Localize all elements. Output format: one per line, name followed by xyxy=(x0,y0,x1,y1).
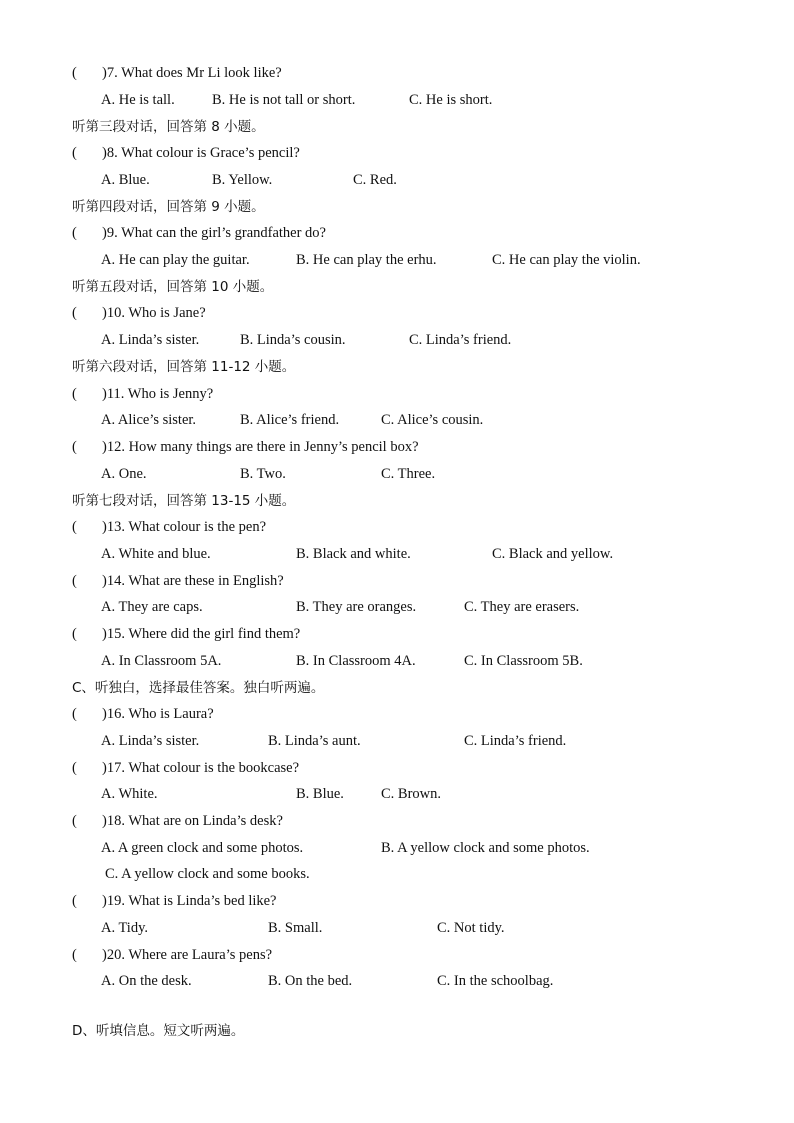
answer-blank[interactable]: ( xyxy=(72,893,77,909)
question-14 xyxy=(72,570,284,592)
option-a: A. Linda’s sister. xyxy=(101,332,200,348)
option-a: A. Linda’s sister. xyxy=(101,733,200,749)
answer-blank[interactable]: ( xyxy=(72,65,77,81)
section-heading: 听第七段对话，回答第 13-15 小题。 xyxy=(72,493,296,509)
options-20 xyxy=(0,970,794,992)
question-text: )17. What colour is the bookcase? xyxy=(102,760,300,776)
question-18 xyxy=(72,810,283,832)
question-13 xyxy=(72,516,266,538)
section-heading: 听第四段对话，回答第 9 小题。 xyxy=(72,199,265,215)
options-8 xyxy=(0,169,794,191)
question-17 xyxy=(72,757,299,779)
options-9 xyxy=(0,249,794,271)
option-c: C. Linda’s friend. xyxy=(409,332,512,348)
option-a: A. On the desk. xyxy=(101,973,192,989)
question-text: )16. Who is Laura? xyxy=(102,706,214,722)
answer-blank[interactable]: ( xyxy=(72,225,77,241)
option-a: A. In Classroom 5A. xyxy=(101,653,222,669)
option-b: B. Linda’s aunt. xyxy=(268,733,361,749)
option-c: C. In Classroom 5B. xyxy=(464,653,583,669)
option-c: C. He can play the violin. xyxy=(492,252,641,268)
option-c: C. Black and yellow. xyxy=(492,546,614,562)
options-11 xyxy=(0,409,794,431)
question-15 xyxy=(72,623,300,645)
option-a: A. White. xyxy=(101,786,158,802)
option-a: A. Tidy. xyxy=(101,920,149,936)
answer-blank[interactable]: ( xyxy=(72,760,77,776)
options-17 xyxy=(0,783,794,805)
answer-blank[interactable]: ( xyxy=(72,947,77,963)
options-13 xyxy=(0,543,794,565)
answer-blank[interactable]: ( xyxy=(72,305,77,321)
option-a: A. White and blue. xyxy=(101,546,211,562)
section-heading: 听第五段对话，回答第 10 小题。 xyxy=(72,279,274,295)
option-a: A. A green clock and some photos. xyxy=(101,840,304,856)
options-14 xyxy=(0,596,794,618)
question-text: )18. What are on Linda’s desk? xyxy=(102,813,283,829)
answer-blank[interactable]: ( xyxy=(72,145,77,161)
option-b: B. Small. xyxy=(268,920,323,936)
options-7 xyxy=(0,89,794,111)
answer-blank[interactable]: ( xyxy=(72,386,77,402)
section-heading: C、听独白，选择最佳答案。独白听两遍。 xyxy=(72,680,325,696)
question-16 xyxy=(72,703,214,725)
section-heading: 听第六段对话，回答第 11-12 小题。 xyxy=(72,359,296,375)
answer-blank[interactable]: ( xyxy=(72,573,77,589)
option-c: C. Three. xyxy=(381,466,436,482)
option-b: B. Black and white. xyxy=(296,546,411,562)
question-text: )20. Where are Laura’s pens? xyxy=(102,947,273,963)
options-16 xyxy=(0,730,794,752)
question-11 xyxy=(72,383,213,405)
question-12 xyxy=(72,436,419,458)
question-text: )19. What is Linda’s bed like? xyxy=(102,893,277,909)
options-18-continued xyxy=(0,863,794,885)
question-text: )13. What colour is the pen? xyxy=(102,519,267,535)
options-19 xyxy=(0,917,794,939)
option-c: C. Red. xyxy=(353,172,397,188)
question-text: )11. Who is Jenny? xyxy=(102,386,214,402)
option-c: C. Alice’s cousin. xyxy=(381,412,484,428)
question-text: )12. How many things are there in Jenny’s pencil box? xyxy=(102,439,419,455)
question-text: )10. Who is Jane? xyxy=(102,305,206,321)
option-b: B. Two. xyxy=(240,466,286,482)
option-c: C. He is short. xyxy=(409,92,493,108)
answer-blank[interactable]: ( xyxy=(72,439,77,455)
option-a: A. One. xyxy=(101,466,147,482)
option-b: B. Blue. xyxy=(296,786,344,802)
option-b: B. In Classroom 4A. xyxy=(296,653,416,669)
question-10 xyxy=(72,302,206,324)
question-text: )15. Where did the girl find them? xyxy=(102,626,301,642)
option-b: B. Linda’s cousin. xyxy=(240,332,346,348)
option-b: B. They are oranges. xyxy=(296,599,417,615)
question-9 xyxy=(72,222,326,244)
section-heading: 听第三段对话，回答第 8 小题。 xyxy=(72,119,265,135)
question-8 xyxy=(72,142,300,164)
answer-blank[interactable]: ( xyxy=(72,519,77,535)
answer-blank[interactable]: ( xyxy=(72,813,77,829)
options-12 xyxy=(0,463,794,485)
option-b: B. On the bed. xyxy=(268,973,353,989)
option-c: C. A yellow clock and some books. xyxy=(105,866,310,882)
option-c: C. Linda’s friend. xyxy=(464,733,567,749)
question-text: )8. What colour is Grace’s pencil? xyxy=(102,145,300,161)
option-c: C. In the schoolbag. xyxy=(437,973,554,989)
question-text: )7. What does Mr Li look like? xyxy=(102,65,282,81)
options-18 xyxy=(0,837,794,859)
option-b: B. He can play the erhu. xyxy=(296,252,437,268)
question-19 xyxy=(72,890,277,912)
option-a: A. Blue. xyxy=(101,172,150,188)
section-heading: D、听填信息。短文听两遍。 xyxy=(72,1023,245,1039)
option-a: A. He is tall. xyxy=(101,92,175,108)
answer-blank[interactable]: ( xyxy=(72,626,77,642)
option-b: B. He is not tall or short. xyxy=(212,92,356,108)
question-text: )9. What can the girl’s grandfather do? xyxy=(102,225,326,241)
question-text: )14. What are these in English? xyxy=(102,573,284,589)
option-b: B. A yellow clock and some photos. xyxy=(381,840,590,856)
answer-blank[interactable]: ( xyxy=(72,706,77,722)
option-c: C. Brown. xyxy=(381,786,442,802)
option-a: A. They are caps. xyxy=(101,599,203,615)
option-a: A. Alice’s sister. xyxy=(101,412,197,428)
option-b: B. Alice’s friend. xyxy=(240,412,340,428)
option-c: C. Not tidy. xyxy=(437,920,505,936)
question-7 xyxy=(72,62,282,84)
options-10 xyxy=(0,329,794,351)
option-c: C. They are erasers. xyxy=(464,599,580,615)
options-15 xyxy=(0,650,794,672)
option-b: B. Yellow. xyxy=(212,172,273,188)
question-20 xyxy=(72,944,272,966)
option-a: A. He can play the guitar. xyxy=(101,252,250,268)
